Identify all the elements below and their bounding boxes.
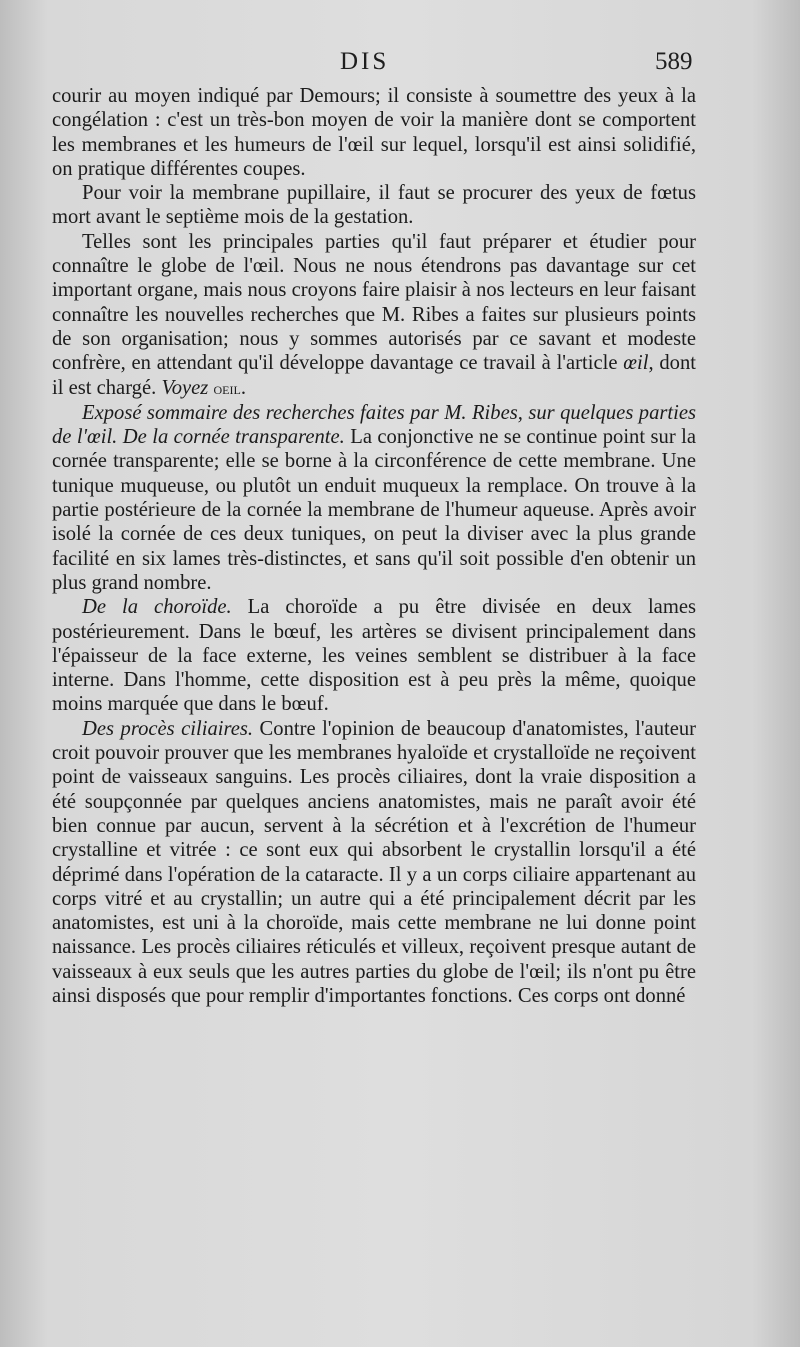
page-header: [0, 48, 800, 78]
paragraph-text: Telles sont les principales parties qu'il faut préparer et étudier pour connaître le globe de l'œil. Nous ne nous étendrons pas davantage sur cet important organe, mais nous croyons faire plaisir à nos lecteurs en leur faisant connaître les nouvelles recherches que M. Ribes a faites sur plusieurs points de son organisation; nous y sommes autorisés par ce savant et modeste confrère, en attendant qu'il développe davantage ce travail à l'article: [52, 230, 696, 375]
paragraph: [52, 717, 696, 1009]
paragraph-text: .: [240, 376, 246, 399]
body-text: [52, 84, 696, 1008]
paragraph: [52, 401, 696, 595]
running-head: DIS: [340, 48, 390, 75]
paragraph: [52, 595, 696, 716]
cross-reference: oeil: [213, 378, 241, 398]
section-heading: Exposé sommaire des recherches faites par M. Ribes, sur quelques parties de l'œil. De la cornée transparente.: [52, 401, 696, 449]
section-heading: De la choroïde.: [82, 596, 232, 619]
paragraph: [52, 230, 696, 401]
paragraph-text: La conjonctive ne se continue point sur la cornée transparente; elle se borne à la circonférence de cette membrane. Une tunique muqueuse, ou plutôt un enduit muqueux la remplace. On trouve à la partie postérieure de la cornée la membrane de l'humeur aqueuse. Après avoir isolé la cornée de ces deux tuniques, on peut la diviser avec la plus grande facilité en six lames très-distinctes, et sans qu'il soit possible d'en obtenir un plus grand nombre.: [52, 426, 696, 594]
paragraph-text: Contre l'opinion de beaucoup d'anatomistes, l'auteur croit pouvoir prouver que les membranes hyaloïde et crystalloïde ne reçoivent point de vaisseaux sanguins. Les procès ciliaires, dont la vraie disposition a été soupçonnée par quelques anciens anatomistes, mais ne paraît avoir été bien connue par aucun, servent à la sécrétion et à l'excrétion de l'humeur crystalline et vitrée : ce sont eux qui absorbent le crystallin lorsqu'il a été déprimé dans l'opération de la cataracte. Il y a un corps ciliaire appartenant au corps vitré et au crystallin; un autre qui a été principalement décrit par les anatomistes, est uni à la choroïde, mais cette membrane ne lui donne point naissance. Les procès ciliaires réticulés et villeux, reçoivent presque autant de vaisseaux à eux seuls que les autres parties du globe de l'œil; ils n'ont pu être ainsi disposés que pour remplir d'importantes fonctions. Ces corps ont donné: [52, 717, 697, 1007]
paragraph-text: , dont il est chargé.: [52, 352, 696, 399]
italic-term: œil: [623, 352, 649, 375]
paragraph-text: La choroïde a pu être divisée en deux lames postérieurement. Dans le bœuf, les artères se divisent principalement dans l'épaisseur de la face externe, les veines semblent se distribuer à la face interne. Dans l'homme, cette disposition est à peu près la même, quoique moins marquée que dans le bœuf.: [52, 596, 696, 716]
page-number: 589: [655, 48, 693, 75]
see-also-label: Voyez: [161, 376, 209, 399]
section-heading: Des procès ciliaires.: [82, 717, 254, 740]
paragraph: courir au moyen indiqué par Demours; il consiste à soumettre des yeux à la congélation : c'est un très-bon moyen de voir la manière dont se comportent les membranes et les humeurs de l'œil sur lequel, lorsqu'il est ainsi solidifié, on pratique différentes coupes.: [52, 85, 696, 180]
paragraph: Pour voir la membrane pupillaire, il faut se procurer des yeux de fœtus mort avant le septième mois de la gestation.: [52, 182, 696, 229]
